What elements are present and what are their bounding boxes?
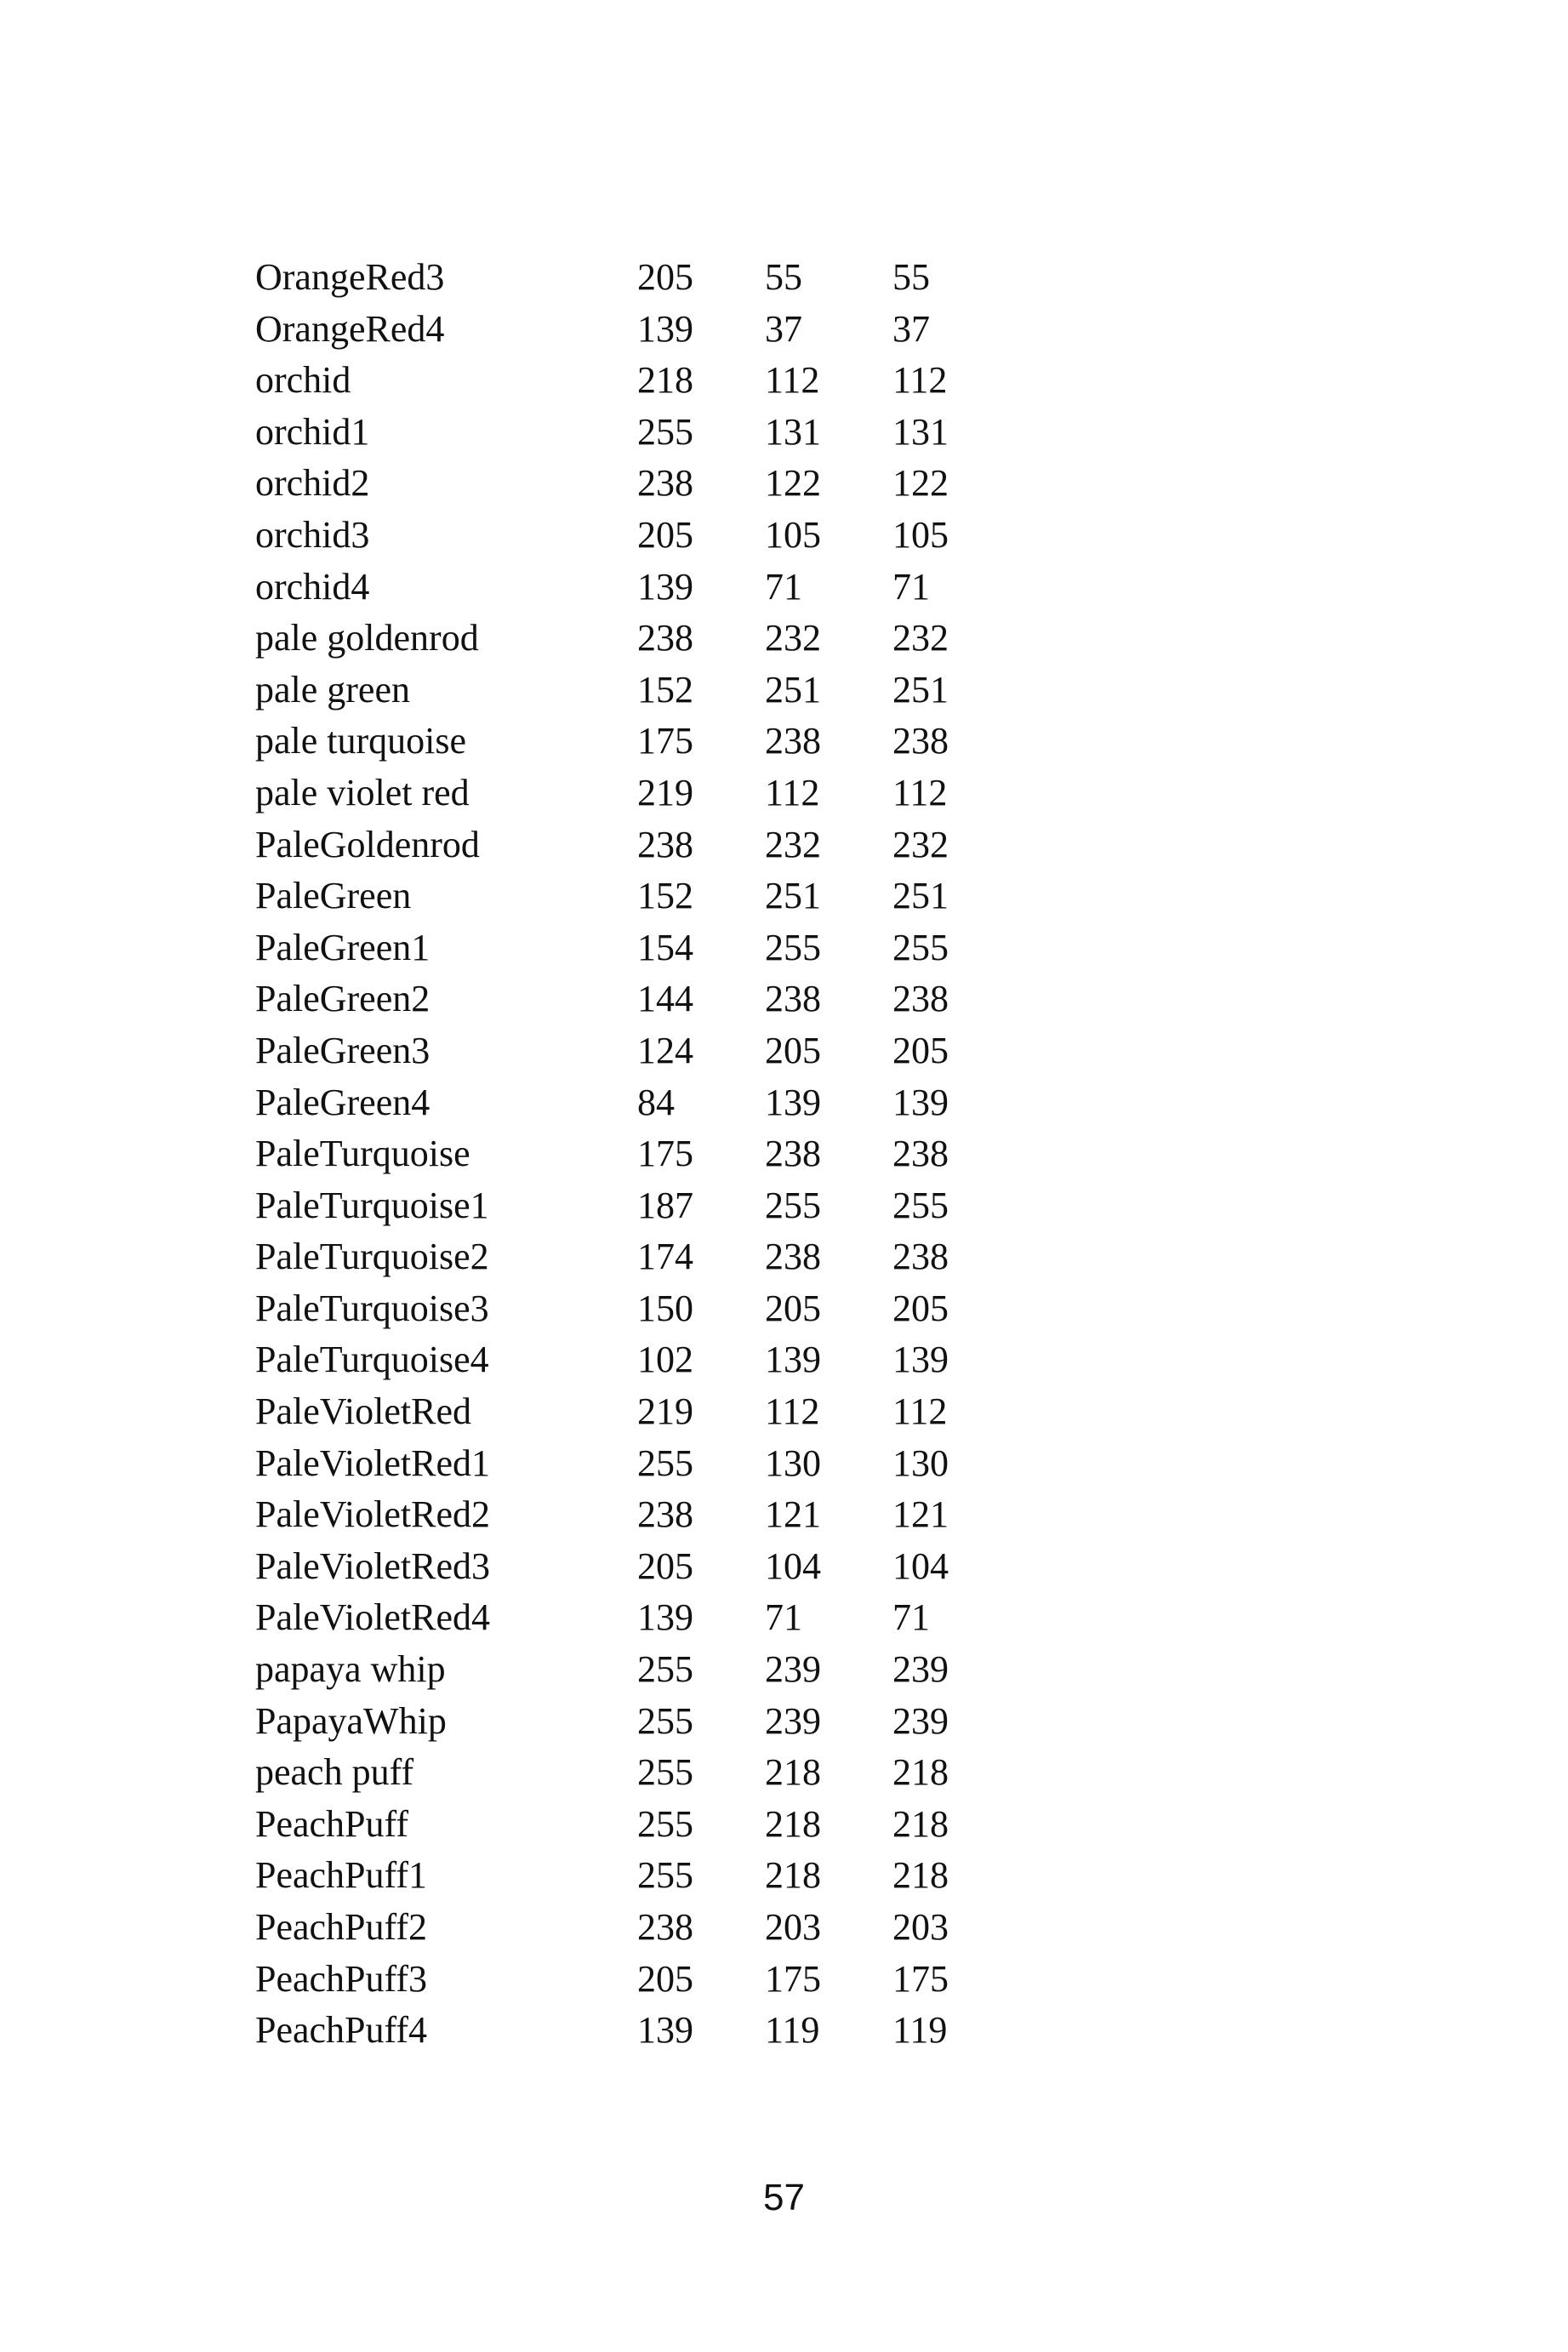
red-value-cell: 219: [637, 1390, 693, 1433]
color-table: [255, 252, 995, 2057]
red-value-cell: 255: [637, 1854, 693, 1897]
green-value-cell: 104: [765, 1544, 821, 1587]
table-row: [255, 973, 995, 1025]
table-row: [255, 1902, 995, 1954]
table-row: [255, 665, 995, 716]
table-row: [255, 613, 995, 665]
page-number: 57: [763, 2177, 805, 2218]
color-name-cell: PaleGreen4: [255, 1081, 430, 1123]
color-name-cell: PaleVioletRed1: [255, 1441, 490, 1484]
green-value-cell: 119: [765, 2009, 820, 2052]
color-name-cell: PeachPuff: [255, 1802, 409, 1845]
blue-value-cell: 218: [892, 1751, 949, 1794]
blue-value-cell: 131: [892, 410, 949, 453]
green-value-cell: 205: [765, 1287, 821, 1329]
red-value-cell: 139: [637, 307, 693, 350]
table-row: [255, 1696, 995, 1748]
table-row: [255, 1592, 995, 1644]
color-name-cell: PeachPuff3: [255, 1957, 428, 2000]
table-row: [255, 1025, 995, 1077]
table-row: [255, 1541, 995, 1593]
red-value-cell: 255: [637, 410, 693, 453]
green-value-cell: 139: [765, 1081, 821, 1123]
red-value-cell: 124: [637, 1029, 693, 1071]
red-value-cell: 144: [637, 978, 693, 1020]
blue-value-cell: 238: [892, 1133, 949, 1175]
green-value-cell: 122: [765, 462, 821, 505]
color-name-cell: orchid2: [255, 462, 370, 505]
green-value-cell: 255: [765, 926, 821, 968]
red-value-cell: 218: [637, 359, 693, 402]
color-name-cell: PaleTurquoise3: [255, 1287, 489, 1329]
color-name-cell: PaleTurquoise2: [255, 1236, 489, 1278]
blue-value-cell: 232: [892, 823, 949, 865]
blue-value-cell: 251: [892, 668, 949, 711]
table-row: [255, 1283, 995, 1335]
table-row: [255, 1180, 995, 1232]
green-value-cell: 131: [765, 410, 821, 453]
green-value-cell: 105: [765, 513, 821, 556]
blue-value-cell: 205: [892, 1287, 949, 1329]
red-value-cell: 175: [637, 720, 693, 762]
blue-value-cell: 139: [892, 1339, 949, 1381]
green-value-cell: 238: [765, 978, 821, 1020]
blue-value-cell: 255: [892, 926, 949, 968]
color-name-cell: PaleGreen1: [255, 926, 430, 968]
table-row: [255, 458, 995, 510]
green-value-cell: 175: [765, 1957, 821, 2000]
red-value-cell: 238: [637, 1493, 693, 1536]
table-row: [255, 1747, 995, 1799]
red-value-cell: 205: [637, 256, 693, 298]
red-value-cell: 139: [637, 2009, 693, 2052]
table-row: [255, 1799, 995, 1851]
color-name-cell: PaleGreen2: [255, 978, 430, 1020]
green-value-cell: 239: [765, 1699, 821, 1742]
blue-value-cell: 119: [892, 2009, 948, 2052]
color-name-cell: orchid1: [255, 410, 370, 453]
blue-value-cell: 238: [892, 1236, 949, 1278]
blue-value-cell: 112: [892, 771, 948, 813]
green-value-cell: 130: [765, 1441, 821, 1484]
color-name-cell: pale turquoise: [255, 720, 467, 762]
red-value-cell: 84: [637, 1081, 675, 1123]
red-value-cell: 152: [637, 875, 693, 917]
green-value-cell: 55: [765, 256, 802, 298]
green-value-cell: 238: [765, 1133, 821, 1175]
blue-value-cell: 130: [892, 1441, 949, 1484]
red-value-cell: 238: [637, 462, 693, 505]
red-value-cell: 205: [637, 1957, 693, 2000]
green-value-cell: 121: [765, 1493, 821, 1536]
color-name-cell: orchid3: [255, 513, 370, 556]
color-name-cell: pale violet red: [255, 771, 470, 813]
red-value-cell: 255: [637, 1751, 693, 1794]
color-name-cell: PaleVioletRed3: [255, 1544, 490, 1587]
red-value-cell: 205: [637, 1544, 693, 1587]
table-row: [255, 1231, 995, 1283]
blue-value-cell: 105: [892, 513, 949, 556]
table-row: [255, 871, 995, 922]
blue-value-cell: 205: [892, 1029, 949, 1071]
color-name-cell: PapayaWhip: [255, 1699, 447, 1742]
table-row: [255, 1489, 995, 1541]
red-value-cell: 219: [637, 771, 693, 813]
green-value-cell: 37: [765, 307, 802, 350]
color-name-cell: PeachPuff1: [255, 1854, 428, 1897]
red-value-cell: 187: [637, 1184, 693, 1226]
table-row: [255, 304, 995, 356]
green-value-cell: 218: [765, 1854, 821, 1897]
blue-value-cell: 239: [892, 1648, 949, 1691]
color-name-cell: PaleGreen3: [255, 1029, 430, 1071]
green-value-cell: 71: [765, 565, 802, 608]
color-name-cell: PaleGreen: [255, 875, 412, 917]
table-row: [255, 1077, 995, 1129]
color-name-cell: papaya whip: [255, 1648, 446, 1691]
green-value-cell: 239: [765, 1648, 821, 1691]
blue-value-cell: 71: [892, 565, 930, 608]
green-value-cell: 205: [765, 1029, 821, 1071]
table-row: [255, 768, 995, 819]
red-value-cell: 238: [637, 1906, 693, 1948]
blue-value-cell: 238: [892, 978, 949, 1020]
blue-value-cell: 121: [892, 1493, 949, 1536]
color-name-cell: PaleTurquoise: [255, 1133, 470, 1175]
green-value-cell: 218: [765, 1802, 821, 1845]
green-value-cell: 112: [765, 1390, 820, 1433]
red-value-cell: 152: [637, 668, 693, 711]
green-value-cell: 112: [765, 771, 820, 813]
red-value-cell: 205: [637, 513, 693, 556]
color-name-cell: OrangeRed4: [255, 307, 445, 350]
blue-value-cell: 112: [892, 1390, 948, 1433]
green-value-cell: 112: [765, 359, 820, 402]
table-row: [255, 1128, 995, 1180]
green-value-cell: 255: [765, 1184, 821, 1226]
color-name-cell: pale goldenrod: [255, 617, 479, 659]
color-table-body: [255, 252, 995, 2057]
color-name-cell: orchid4: [255, 565, 370, 608]
color-name-cell: PaleVioletRed4: [255, 1596, 490, 1639]
color-name-cell: PaleVioletRed: [255, 1390, 471, 1433]
red-value-cell: 102: [637, 1339, 693, 1381]
table-row: [255, 819, 995, 871]
red-value-cell: 175: [637, 1133, 693, 1175]
blue-value-cell: 55: [892, 256, 930, 298]
red-value-cell: 255: [637, 1648, 693, 1691]
red-value-cell: 139: [637, 1596, 693, 1639]
red-value-cell: 139: [637, 565, 693, 608]
table-row: [255, 1438, 995, 1490]
blue-value-cell: 238: [892, 720, 949, 762]
table-row: [255, 2005, 995, 2057]
blue-value-cell: 122: [892, 462, 949, 505]
green-value-cell: 203: [765, 1906, 821, 1948]
blue-value-cell: 218: [892, 1854, 949, 1897]
red-value-cell: 255: [637, 1802, 693, 1845]
blue-value-cell: 218: [892, 1802, 949, 1845]
blue-value-cell: 104: [892, 1544, 949, 1587]
red-value-cell: 154: [637, 926, 693, 968]
blue-value-cell: 37: [892, 307, 930, 350]
table-row: [255, 355, 995, 407]
table-row: [255, 1954, 995, 2006]
table-row: [255, 922, 995, 974]
blue-value-cell: 203: [892, 1906, 949, 1948]
table-row: [255, 1334, 995, 1386]
green-value-cell: 139: [765, 1339, 821, 1381]
color-name-cell: PaleGoldenrod: [255, 823, 480, 865]
red-value-cell: 150: [637, 1287, 693, 1329]
table-row: [255, 562, 995, 614]
green-value-cell: 251: [765, 875, 821, 917]
red-value-cell: 174: [637, 1236, 693, 1278]
color-name-cell: PeachPuff2: [255, 1906, 428, 1948]
table-row: [255, 252, 995, 304]
color-name-cell: PeachPuff4: [255, 2009, 428, 2052]
color-name-cell: PaleTurquoise4: [255, 1339, 489, 1381]
color-name-cell: PaleTurquoise1: [255, 1184, 489, 1226]
blue-value-cell: 239: [892, 1699, 949, 1742]
red-value-cell: 255: [637, 1699, 693, 1742]
blue-value-cell: 175: [892, 1957, 949, 2000]
blue-value-cell: 251: [892, 875, 949, 917]
blue-value-cell: 255: [892, 1184, 949, 1226]
red-value-cell: 238: [637, 823, 693, 865]
table-row: [255, 1386, 995, 1438]
color-name-cell: peach puff: [255, 1751, 414, 1794]
table-row: [255, 1644, 995, 1696]
green-value-cell: 232: [765, 617, 821, 659]
blue-value-cell: 232: [892, 617, 949, 659]
color-name-cell: OrangeRed3: [255, 256, 445, 298]
green-value-cell: 218: [765, 1751, 821, 1794]
blue-value-cell: 71: [892, 1596, 930, 1639]
blue-value-cell: 112: [892, 359, 948, 402]
green-value-cell: 232: [765, 823, 821, 865]
green-value-cell: 238: [765, 720, 821, 762]
green-value-cell: 251: [765, 668, 821, 711]
table-row: [255, 716, 995, 768]
red-value-cell: 238: [637, 617, 693, 659]
table-row: [255, 510, 995, 562]
red-value-cell: 255: [637, 1441, 693, 1484]
table-row: [255, 407, 995, 459]
green-value-cell: 71: [765, 1596, 802, 1639]
table-row: [255, 1850, 995, 1902]
blue-value-cell: 139: [892, 1081, 949, 1123]
color-name-cell: PaleVioletRed2: [255, 1493, 490, 1536]
color-name-cell: pale green: [255, 668, 410, 711]
color-name-cell: orchid: [255, 359, 351, 402]
green-value-cell: 238: [765, 1236, 821, 1278]
